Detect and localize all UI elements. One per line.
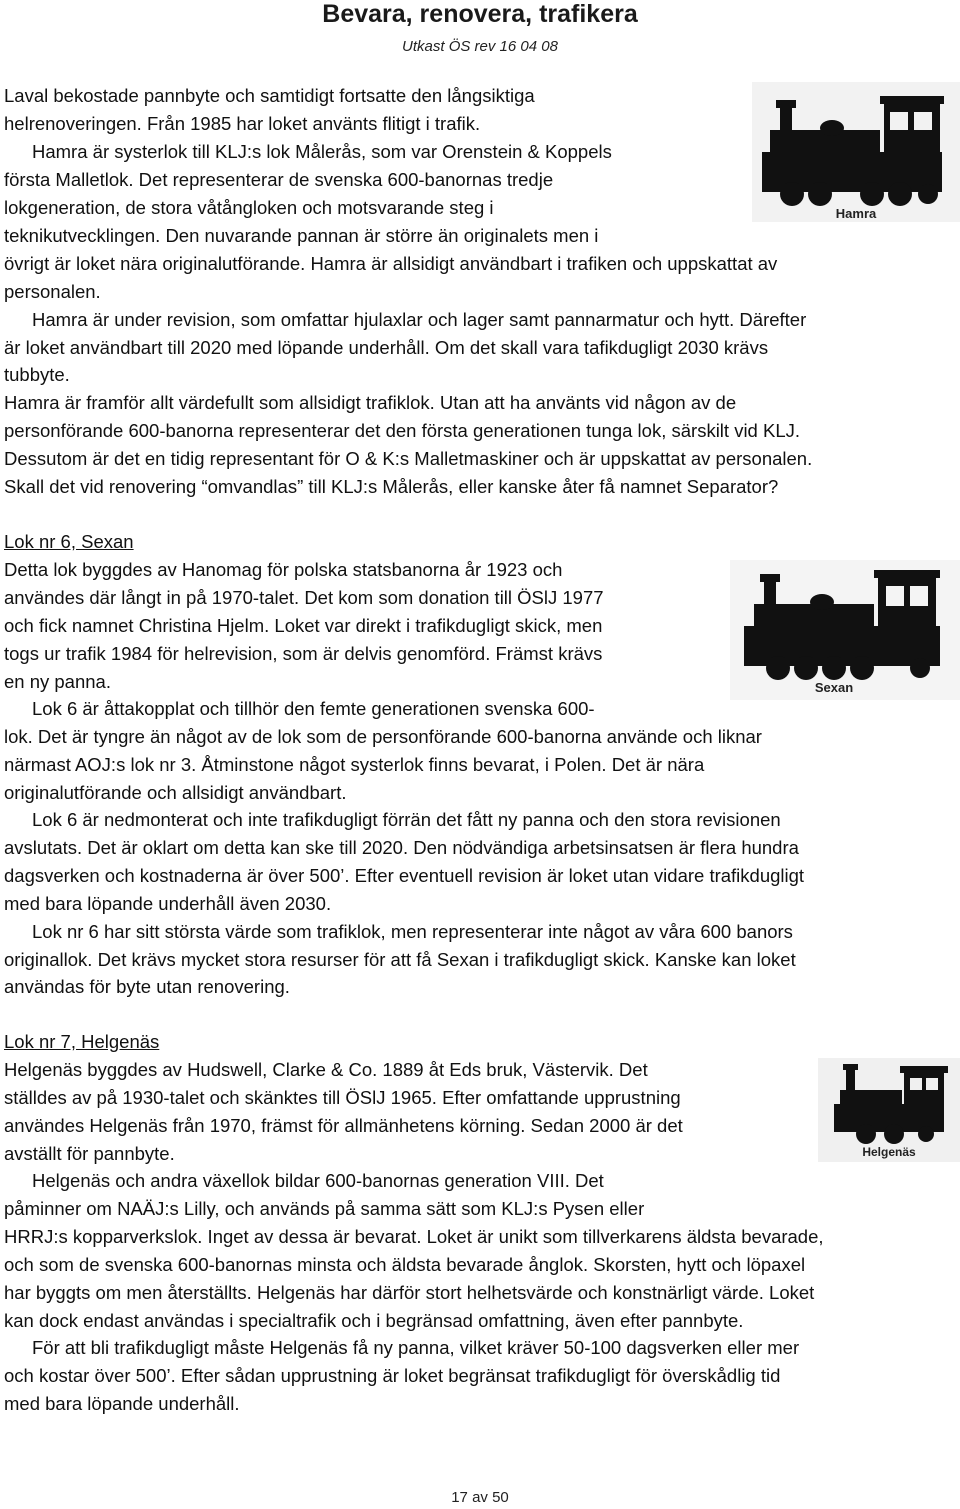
text-line: användas för byte utan renovering. bbox=[4, 976, 290, 997]
text-line: övrigt är loket nära originalutförande. Hamra är allsidigt användbart i trafiken och uppskattat av bbox=[4, 253, 778, 274]
page-subtitle: Utkast ÖS rev 16 04 08 bbox=[402, 38, 558, 55]
text-line: helrenoveringen. Från 1985 har loket använts flitigt i trafik. bbox=[4, 113, 481, 134]
text-line: Detta lok byggdes av Hanomag för polska statsbanorna år 1923 och bbox=[4, 559, 563, 580]
sexan-locomotive-image bbox=[730, 560, 960, 700]
text-line: lok. Det är tyngre än något av de lok som de personförande 600-banorna använde och liknar bbox=[4, 726, 762, 747]
helgenas-image-label: Helgenäs bbox=[862, 1145, 916, 1159]
helgenas-locomotive-image bbox=[818, 1058, 960, 1162]
text-line: originallok. Det krävs mycket stora resurser för att få Sexan i trafikdugligt skick. Kanske kan loket bbox=[4, 949, 796, 970]
text-line: Hamra är systerlok till KLJ:s lok Målerås, som var Orenstein & Koppels bbox=[32, 141, 612, 162]
text-line: HRRJ:s kopparverkslok. Inget av dessa är bevarat. Loket är unikt som tillverkarens äldsta bevarade, bbox=[4, 1226, 824, 1247]
text-line: avslutats. Det är oklart om detta kan ske till 2020. Den nödvändiga arbetsinsatsen är flera hundra bbox=[4, 837, 799, 858]
text-line: Laval bekostade pannbyte och samtidigt fortsatte den långsiktiga bbox=[4, 85, 535, 106]
text-line: och fick namnet Christina Hjelm. Loket var direkt i trafikdugligt skick, men bbox=[4, 615, 603, 636]
text-line: För att bli trafikdugligt måste Helgenäs få ny panna, vilket kräver 50-100 dagsverken eller mer bbox=[32, 1337, 800, 1358]
hamra-image-label: Hamra bbox=[835, 206, 877, 221]
text-line: första Malletlok. Det representerar de svenska 600-banornas tredje bbox=[4, 169, 554, 190]
text-line: Helgenäs och andra växellok bildar 600-banornas generation VIII. Det bbox=[32, 1170, 604, 1191]
text-line: en ny panna. bbox=[4, 671, 111, 692]
text-line: originalutförande och allsidigt användbart. bbox=[4, 782, 347, 803]
text-line: Hamra är framför allt värdefullt som allsidigt trafiklok. Utan att ha använts vid någon av de bbox=[4, 392, 737, 413]
hamra-locomotive-image bbox=[752, 82, 960, 222]
text-line: Lok nr 6 har sitt största värde som trafiklok, men representerar inte något av våra 600 banors bbox=[32, 921, 793, 942]
text-line: och som de svenska 600-banornas minsta och äldsta bevarade ånglok. Skorsten, hytt och löpaxel bbox=[4, 1254, 806, 1275]
text-line: teknikutvecklingen. Den nuvarande pannan är större än originalets men i bbox=[4, 225, 599, 246]
text-line: Lok 6 är nedmonterat och inte trafikdugligt förrän det fått ny panna och den stora revisionen bbox=[32, 809, 781, 830]
text-line: Hamra är under revision, som omfattar hjulaxlar och lager samt pannarmatur och hytt. Därefter bbox=[32, 309, 807, 330]
page-number: 17 av 50 bbox=[451, 1489, 509, 1506]
text-line: dagsverken och kostnaderna är över 500’. Efter eventuell revision är loket utan vidare trafikdugligt bbox=[4, 865, 805, 886]
text-line: personförande 600-banorna representerar det den första generationen tunga lok, särskilt vid KLJ. bbox=[4, 420, 800, 441]
text-line: är loket användbart till 2020 med löpande underhåll. Om det skall vara tafikdugligt 2030 krävs bbox=[4, 337, 769, 358]
text-line: Lok 6 är åttakopplat och tillhör den femte generationen svenska 600- bbox=[32, 698, 595, 719]
text-line: närmast AOJ:s lok nr 3. Åtminstone något systerlok finns bevarat, i Polen. Det är nära bbox=[4, 754, 705, 775]
section-heading-helgenas: Lok nr 7, Helgenäs bbox=[4, 1031, 160, 1052]
section-heading-sexan: Lok nr 6, Sexan bbox=[4, 531, 134, 552]
text-line: personalen. bbox=[4, 281, 101, 302]
text-line: kan dock endast användas i specialtrafik och i begränsad omfattning, även efter pannbyte. bbox=[4, 1310, 744, 1331]
text-line: Dessutom är det en tidig representant för O & K:s Malletmaskiner och är uppskattat av personalen. bbox=[4, 448, 813, 469]
text-line: har byggts om men återställts. Helgenäs har därför stort helhetsvärde och konstnärligt värde. Loket bbox=[4, 1282, 815, 1303]
sexan-image-label: Sexan bbox=[814, 680, 854, 695]
text-line: tubbyte. bbox=[4, 364, 70, 385]
text-line: Helgenäs byggdes av Hudswell, Clarke & Co. 1889 åt Eds bruk, Västervik. Det bbox=[4, 1059, 648, 1080]
text-line: med bara löpande underhåll. bbox=[4, 1393, 240, 1414]
text-line: avställt för pannbyte. bbox=[4, 1143, 175, 1164]
text-line: med bara löpande underhåll även 2030. bbox=[4, 893, 332, 914]
text-line: ställdes av på 1930-talet och skänktes till ÖSlJ 1965. Efter omfattande upprustning bbox=[4, 1087, 681, 1108]
text-line: Skall det vid renovering “omvandlas” till KLJ:s Målerås, eller kanske åter få namnet Separator? bbox=[4, 476, 779, 497]
text-line: användes där långt in på 1970-talet. Det kom som donation till ÖSlJ 1977 bbox=[4, 587, 604, 608]
text-line: påminner om NAÄJ:s Lilly, och används på samma sätt som KLJ:s Pysen eller bbox=[4, 1198, 645, 1219]
text-line: lokgeneration, de stora våtångloken och motsvarande steg i bbox=[4, 197, 494, 218]
text-line: togs ur trafik 1984 för helrevision, som är delvis genomförd. Främst krävs bbox=[4, 643, 603, 664]
text-line: användes Helgenäs från 1970, främst för allmänhetens körning. Sedan 2000 är det bbox=[4, 1115, 683, 1136]
text-line: och kostar över 500’. Efter sådan upprustning är loket begränsat trafikdugligt för överskådlig tid bbox=[4, 1365, 781, 1386]
page-title: Bevara, renovera, trafikera bbox=[322, 0, 638, 28]
